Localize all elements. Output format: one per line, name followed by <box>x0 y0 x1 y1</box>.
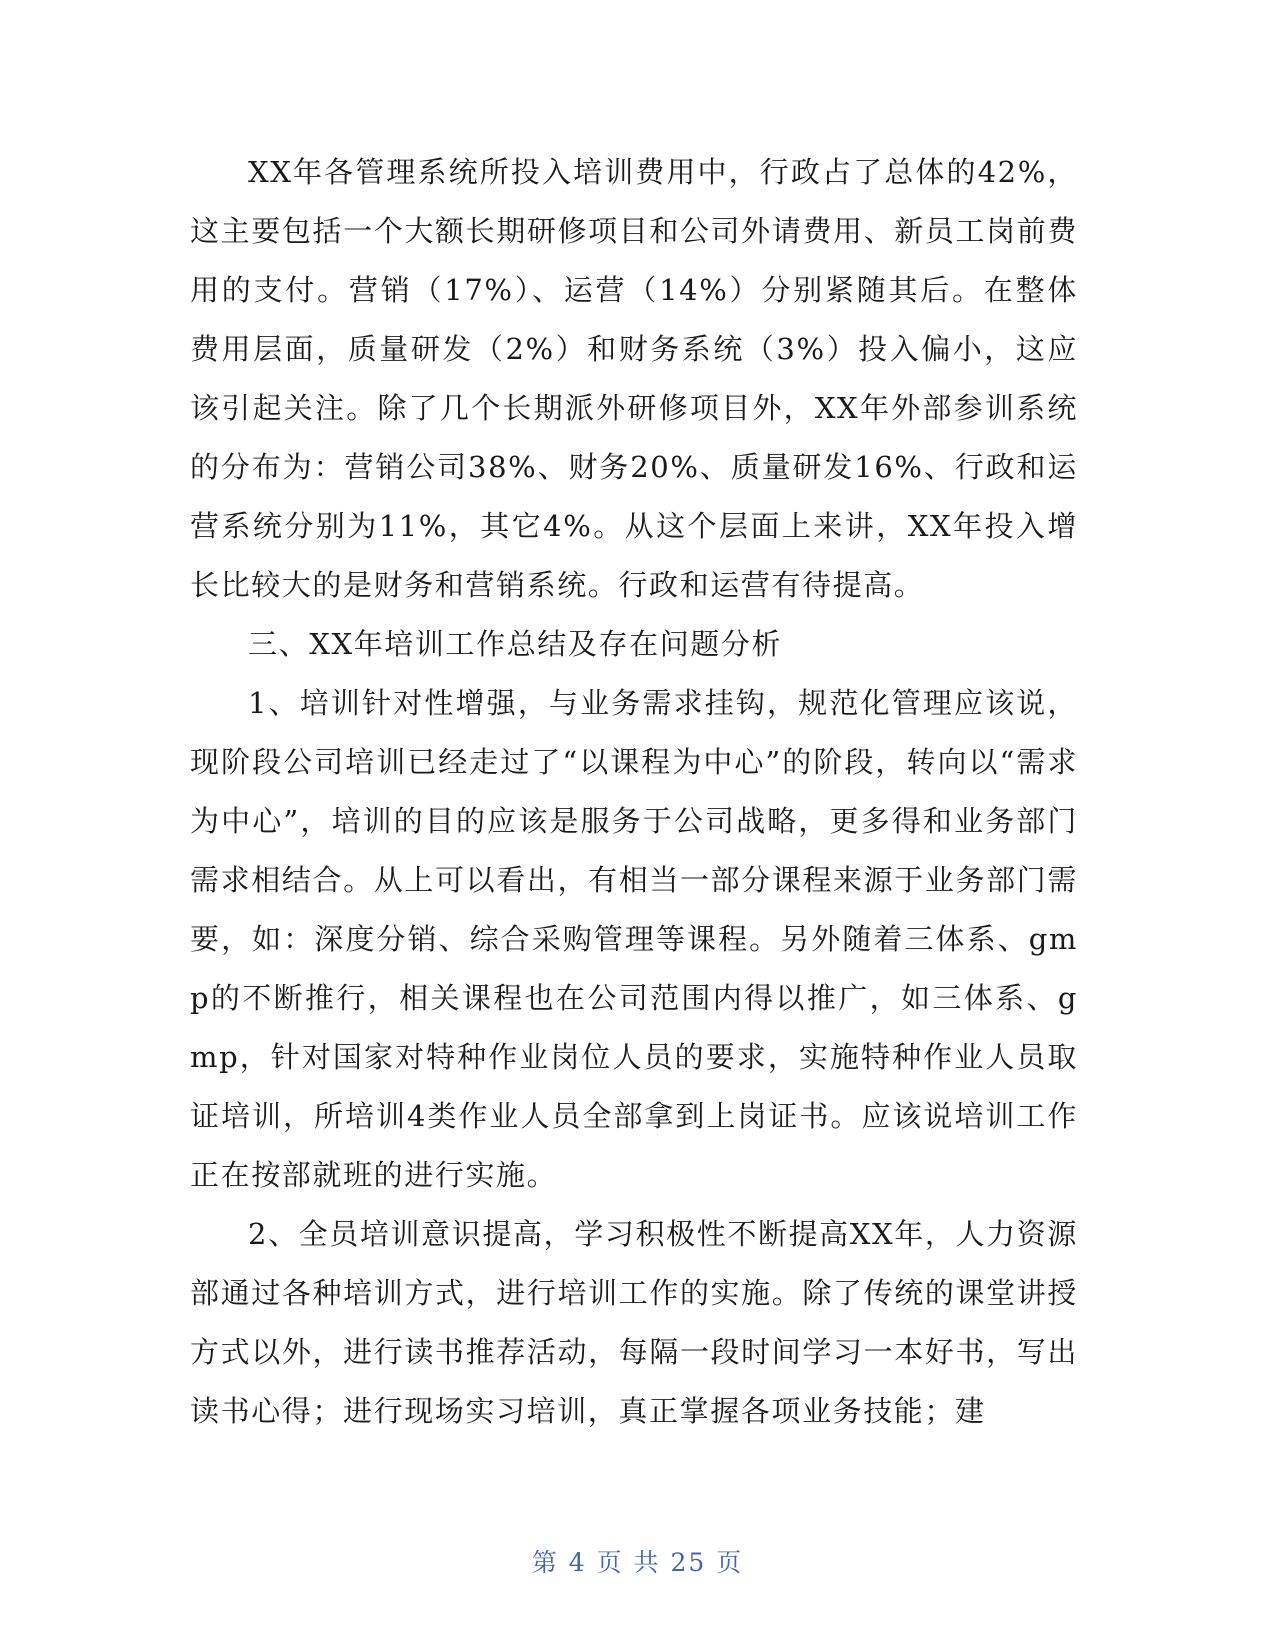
paragraph-training-costs: XX年各管理系统所投入培训费用中，行政占了总体的42%，这主要包括一个大额长期研修项目和公司外请费用、新员工岗前费用的支付。营销（17%）、运营（14%）分别紧随其后。在整体费用层面，质量研发（2%）和财务系统（3%）投入偏小，这应该引起关注。除了几个长期派外研修项目外，XX年外部参训系统的分布为：营销公司38%、财务20%、质量研发16%、行政和运营系统分别为11%，其它4%。从这个层面上来讲，XX年投入增长比较大的是财务和营销系统。行政和运营有待提高。 <box>190 155 1078 602</box>
page-number-footer: 第 4 页 共 25 页 <box>531 1548 744 1577</box>
section-heading: 三、XX年培训工作总结及存在问题分析 <box>248 627 783 661</box>
paragraph-item-2: 2、全员培训意识提高，学习积极性不断提高XX年，人力资源部通过各种培训方式，进行培训工作的实施。除了传统的课堂讲授方式以外，进行读书推荐活动，每隔一段时间学习一本好书，写出读书心得；进行现场实习培训，真正掌握各项业务技能；建 <box>190 1217 1078 1428</box>
paragraph-item-1: 1、培训针对性增强，与业务需求挂钩，规范化管理应该说，现阶段公司培训已经走过了“以课程为中心”的阶段，转向以“需求为中心”，培训的目的应该是服务于公司战略，更多得和业务部门需求相结合。从上可以看出，有相当一部分课程来源于业务部门需要，如：深度分销、综合采购管理等课程。另外随着三体系、gmp的不断推行，相关课程也在公司范围内得以推广，如三体系、gmp，针对国家对特种作业岗位人员的要求，实施特种作业人员取证培训，所培训4类作业人员全部拿到上岗证书。应该说培训工作正在按部就班的进行实施。 <box>190 686 1078 1192</box>
document-body <box>190 143 1078 1441</box>
